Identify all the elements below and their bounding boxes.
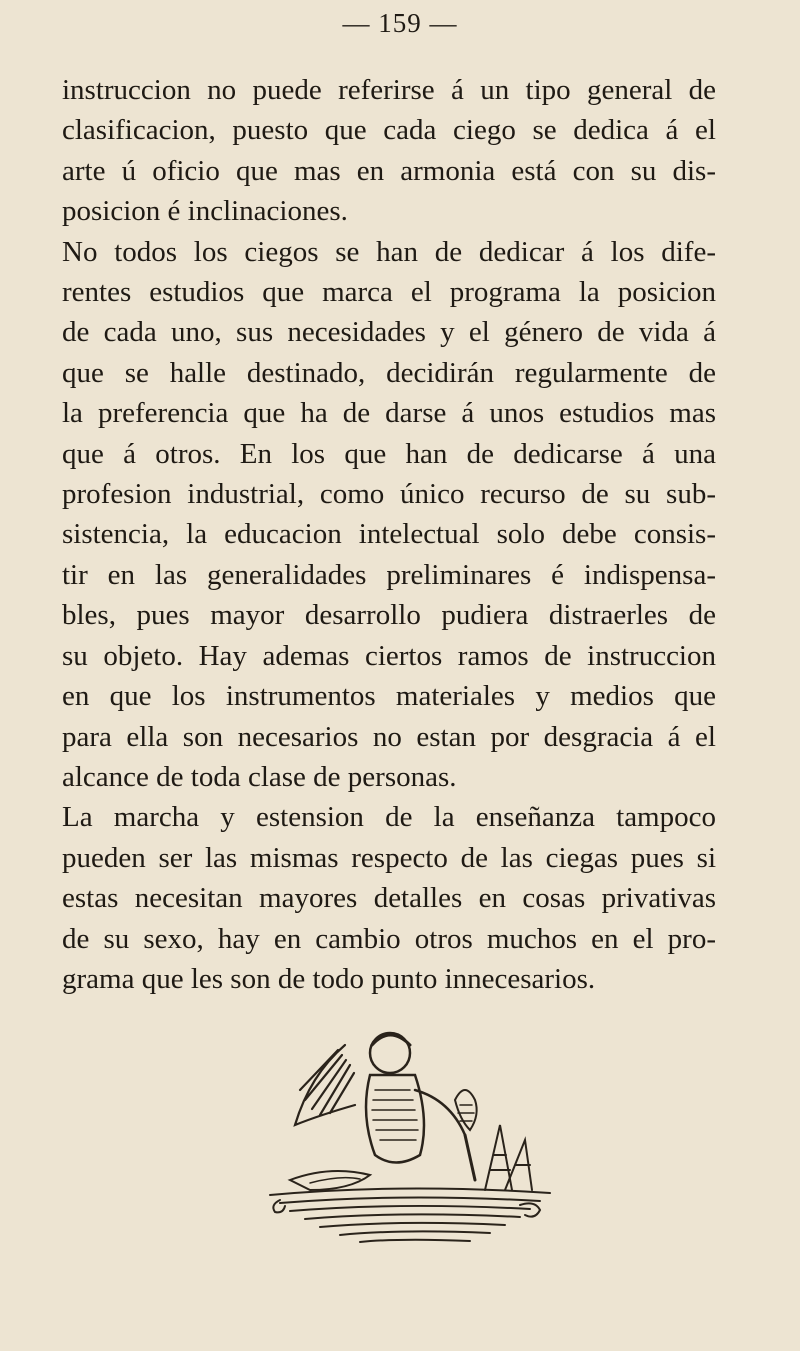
text-line: pueden ser las mismas respecto de las ciegas pues si (62, 841, 716, 874)
body-text (62, 70, 716, 999)
text-line: para ella son necesarios no estan por desgracia á el (62, 720, 716, 753)
text-line: sistencia, la educacion intelectual solo debe consis- (62, 518, 716, 551)
text-line: La marcha y estension de la enseñanza tampoco (62, 801, 716, 834)
text-line: de cada uno, sus necesidades y el género de vida á (62, 316, 716, 349)
text-line: que se halle destinado, decidirán regularmente de (62, 356, 716, 389)
text-line: tir en las generalidades preliminares é indispensa- (62, 558, 716, 591)
text-line: su objeto. Hay ademas ciertos ramos de instruccion (62, 639, 716, 672)
cherub-vignette-illustration (250, 1005, 560, 1255)
text-line: arte ú oficio que mas en armonia está con su dis- (62, 154, 716, 187)
text-line: que á otros. En los que han de dedicarse á una (62, 437, 716, 470)
page-number: — 159 — (342, 8, 458, 38)
text-line: No todos los ciegos se han de dedicar á los dife- (62, 235, 716, 268)
text-line: la preferencia que ha de darse á unos estudios mas (62, 397, 716, 430)
text-line: instruccion no puede referirse á un tipo general de (62, 74, 716, 106)
text-line: en que los instrumentos materiales y medios que (62, 680, 716, 713)
text-line: grama que les son de todo punto innecesarios. (62, 962, 596, 995)
text-line: estas necesitan mayores detalles en cosas privativas (62, 882, 716, 915)
text-line: posicion é inclinaciones. (62, 195, 348, 228)
text-line: de su sexo, hay en cambio otros muchos en el pro- (62, 922, 716, 955)
text-line: profesion industrial, como único recurso de su sub- (62, 478, 716, 511)
text-line: rentes estudios que marca el programa la posicion (62, 276, 716, 309)
text-line: bles, pues mayor desarrollo pudiera distraerles de (62, 599, 716, 632)
text-line: clasificacion, puesto que cada ciego se dedica á el (62, 114, 716, 147)
text-line: alcance de toda clase de personas. (62, 760, 457, 793)
